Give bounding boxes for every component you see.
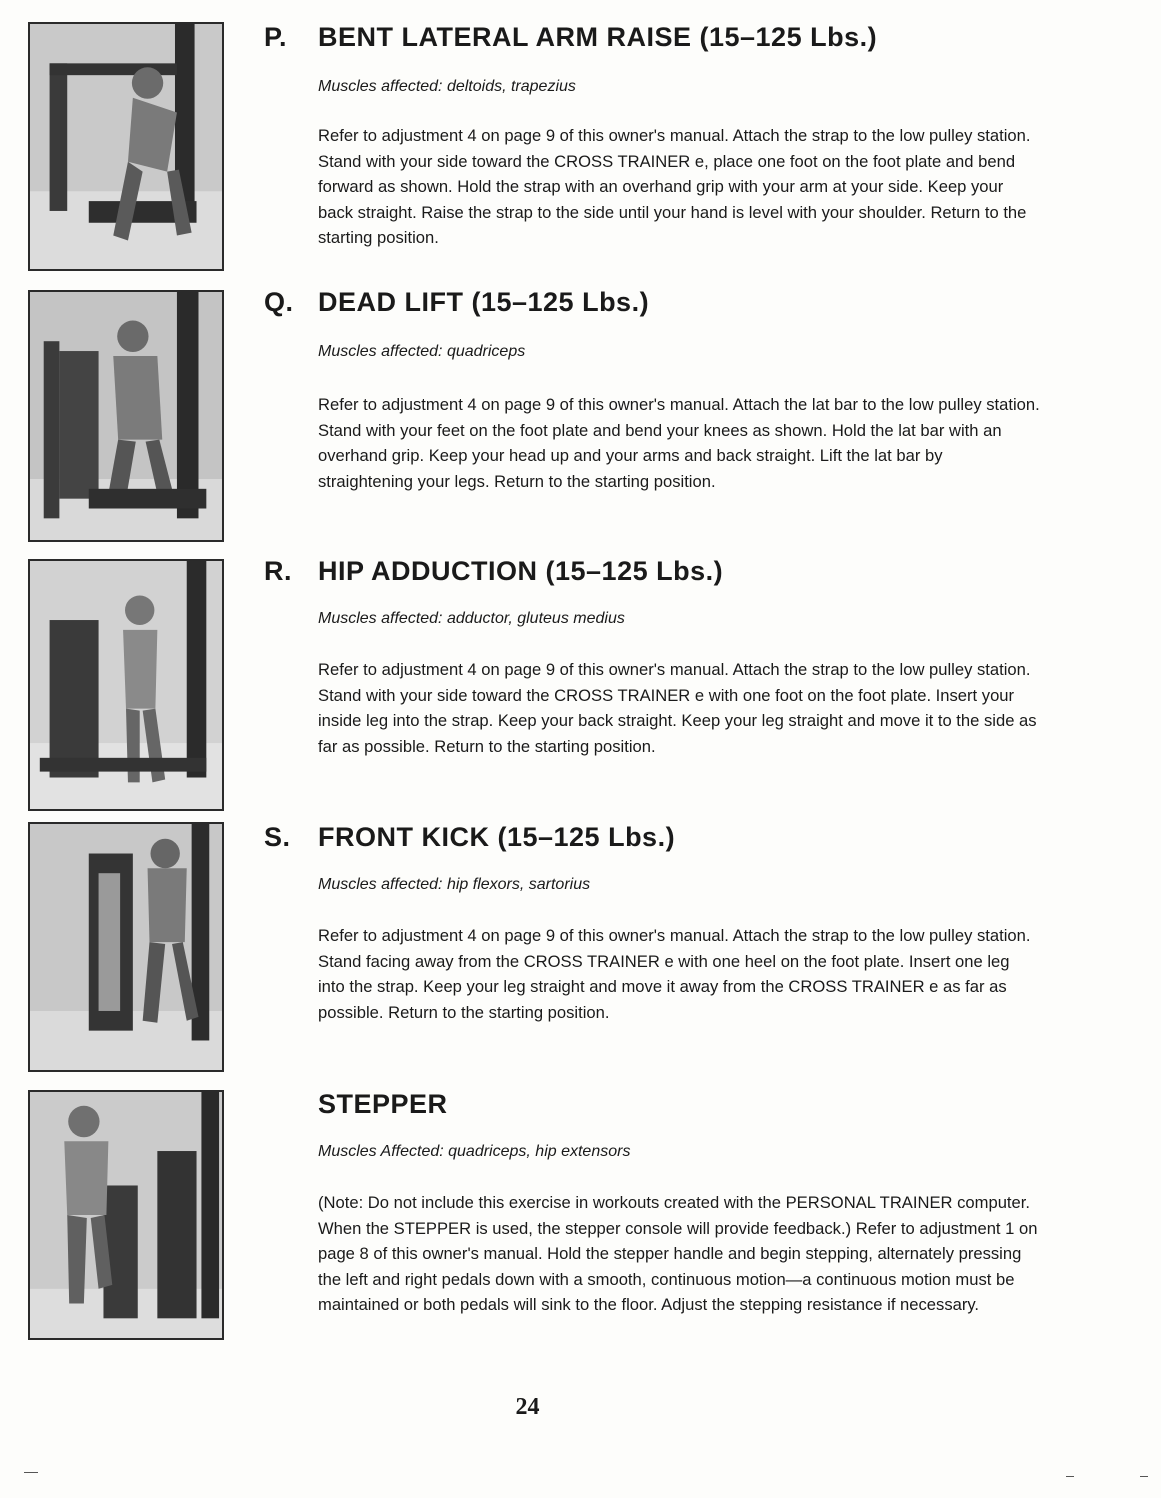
exercise-instructions: Refer to adjustment 4 on page 9 of this owner's manual. Attach the strap to the low pulley station. Stand with your side toward the CROSS TRAINER e with one foot on the foot plate. Insert your inside leg into the strap. Keep your back straight. Keep your leg straight and move it to the side as far as possible. Return to the starting position. <box>318 660 1037 756</box>
exercise-title: STEPPER <box>318 1089 448 1119</box>
exercise-title: FRONT KICK (15–125 Lbs.) <box>318 822 676 852</box>
exercise-title: HIP ADDUCTION (15–125 Lbs.) <box>318 556 724 586</box>
exercise-letter: R. <box>264 556 292 586</box>
exercise-section-r <box>264 556 1044 796</box>
exercise-instructions: Refer to adjustment 4 on page 9 of this owner's manual. Attach the strap to the low pulley station. Stand with your side toward the CROSS TRAINER e, place one foot on the foot plate and bend forward as shown. Hold the strap with an overhand grip with your arm at your side. Keep your back straight. Raise the strap to the side until your hand is level with your shoulder. Return to the starting position. <box>318 126 1031 247</box>
exercise-instructions: (Note: Do not include this exercise in workouts created with the PERSONAL TRAINER computer. When the STEPPER is used, the stepper console will provide feedback.) Refer to adjustment 1 on page 8 of this owner's manual. Hold the stepper handle and begin stepping, alternately pressing the left and right pedals down with a smooth, continuous motion—a continuous motion must be maintained or both pedals will sink to the floor. Adjust the stepping resistance if necessary. <box>318 1193 1038 1314</box>
muscles-affected: Muscles affected: deltoids, trapezius <box>318 78 576 95</box>
scan-speck <box>1140 1476 1148 1477</box>
exercise-photo-hip-adduction <box>28 559 224 811</box>
muscles-affected: Muscles affected: adductor, gluteus medius <box>318 610 625 627</box>
exercise-photo-stepper <box>28 1090 224 1340</box>
exercise-letter: S. <box>264 822 291 852</box>
muscles-affected: Muscles Affected: quadriceps, hip extensors <box>318 1143 631 1160</box>
exercise-photo-front-kick <box>28 822 224 1072</box>
scan-speck <box>1066 1476 1074 1477</box>
page-number: 24 <box>515 1394 540 1420</box>
exercise-instructions: Refer to adjustment 4 on page 9 of this owner's manual. Attach the strap to the low pulley station. Stand facing away from the CROSS TRAINER e with one heel on the foot plate. Insert one leg into the strap. Keep your leg straight and move it away from the CROSS TRAINER e as far as possible. Return to the starting position. <box>318 926 1031 1022</box>
muscles-affected: Muscles affected: hip flexors, sartorius <box>318 876 591 893</box>
exercise-letter: P. <box>264 22 288 52</box>
exercise-section-p <box>264 22 1044 282</box>
exercise-letter: Q. <box>264 287 294 317</box>
exercise-title: DEAD LIFT (15–125 Lbs.) <box>318 287 650 317</box>
exercise-section-s <box>264 822 1044 1032</box>
exercise-instructions: Refer to adjustment 4 on page 9 of this owner's manual. Attach the lat bar to the low pulley station. Stand with your feet on the foot plate and bend your knees as shown. Hold the lat bar with an overhand grip. Keep your head up and your arms and back straight. Lift the lat bar by straightening your legs. Return to the starting position. <box>318 395 1040 491</box>
exercise-section-q <box>264 287 1044 517</box>
muscles-affected: Muscles affected: quadriceps <box>318 343 526 360</box>
exercise-title: BENT LATERAL ARM RAISE (15–125 Lbs.) <box>318 22 878 52</box>
exercise-photo-bent-lateral-arm-raise <box>28 22 224 271</box>
exercise-photo-dead-lift <box>28 290 224 542</box>
exercise-section-stepper <box>264 1089 1044 1359</box>
scan-speck <box>24 1472 38 1473</box>
